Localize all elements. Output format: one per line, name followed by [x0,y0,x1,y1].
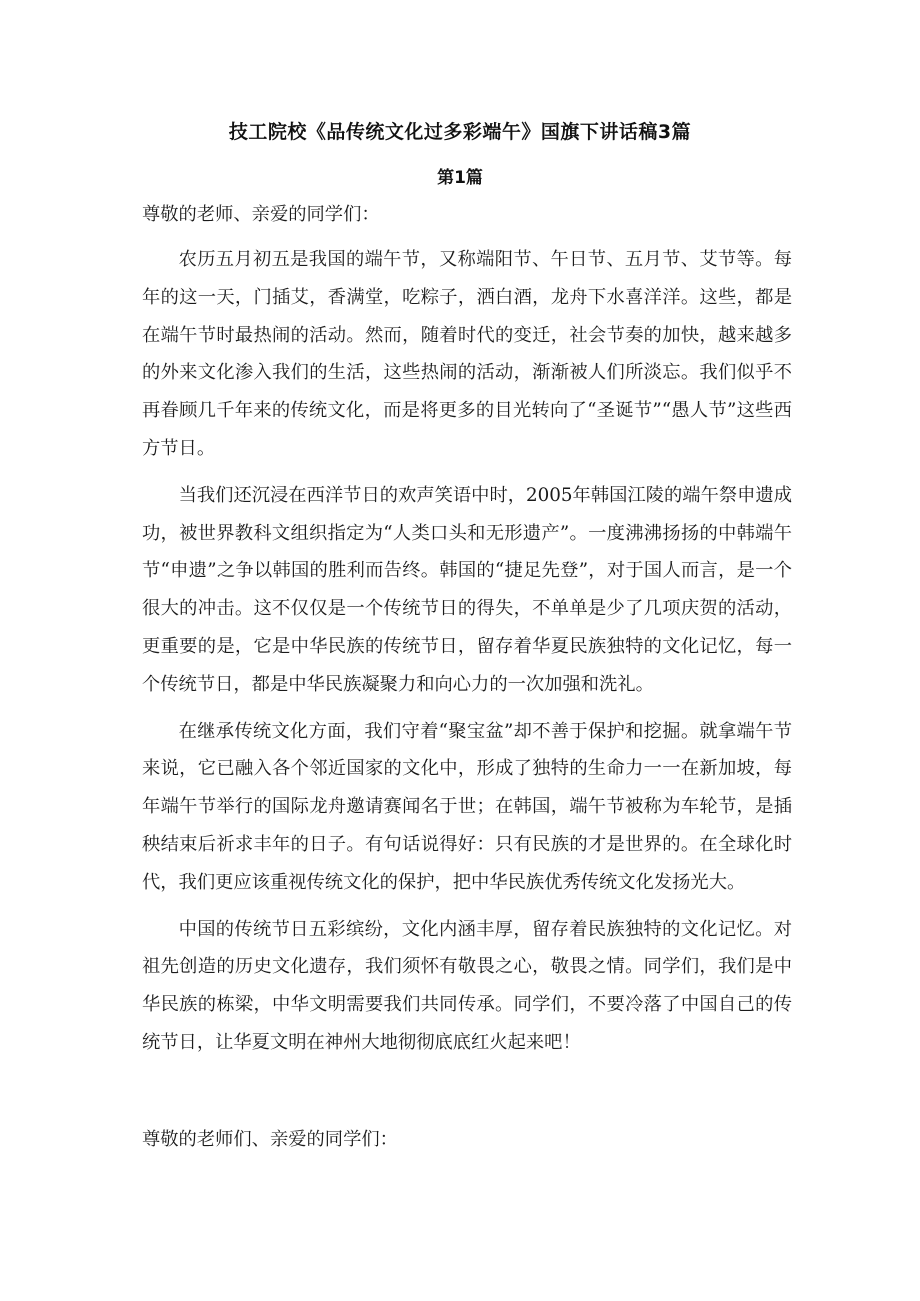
paragraph: 农历五月初五是我国的端午节，又称端阳节、午日节、五月节、艾节等。每年的这一天，门插艾，香满堂，吃粽子，洒白酒，龙舟下水喜洋洋。这些，都是在端午节时最热闹的活动。然而，随着时代的变迁，社会节奏的加快，越来越多的外来文化渗入我们的生活，这些热闹的活动，渐渐被人们所淡忘。我们似乎不再眷顾几千年来的传统文化，而是将更多的目光转向了“圣诞节”“愚人节”这些西方节日。 [142,249,792,459]
salutation: 尊敬的老师、亲爱的同学们： [142,204,380,225]
salutation-second-speech: 尊敬的老师们、亲爱的同学们： [142,1129,398,1150]
paragraph: 在继承传统文化方面，我们守着“聚宝盆”却不善于保护和挖掘。就拿端午节来说，它已融入各个邻近国家的文化中，形成了独特的生命力一一在新加坡，每年端午节举行的国际龙舟邀请赛闻名于世；在韩国，端午节被称为车轮节，是插秧结束后祈求丰年的日子。有句话说得好：只有民族的才是世界的。在全球化时代，我们更应该重视传统文化的保护，把中华民族优秀传统文化发扬光大。 [142,720,792,893]
speech-body [142,241,792,1071]
document-title: 技工院校《品传统文化过多彩端午》国旗下讲话稿3篇 [228,121,692,143]
paragraph: 中国的传统节日五彩缤纷，文化内涵丰厚，留存着民族独特的文化记忆。对祖先创造的历史文化遗存，我们须怀有敬畏之心，敬畏之情。同学们，我们是中华民族的栋梁，中华文明需要我们共同传承。同学们，不要冷落了中国自己的传统节日，让华夏文明在神州大地彻彻底底红火起来吧！ [142,918,792,1053]
section-heading: 第1篇 [437,168,483,188]
paragraph: 当我们还沉浸在西洋节日的欢声笑语中时，2005年韩国江陵的端午祭申遗成功，被世界教科文组织指定为“人类口头和无形遗产”。一度沸沸扬扬的中韩端午节“申遗”之争以韩国的胜利而告终。韩国的“捷足先登”，对于国人而言，是一个很大的冲击。这不仅仅是一个传统节日的得失，不单单是少了几项庆贺的活动，更重要的是，它是中华民族的传统节日，留存着华夏民族独特的文化记忆，每一个传统节日，都是中华民族凝聚力和向心力的一次加强和洗礼。 [142,484,792,695]
